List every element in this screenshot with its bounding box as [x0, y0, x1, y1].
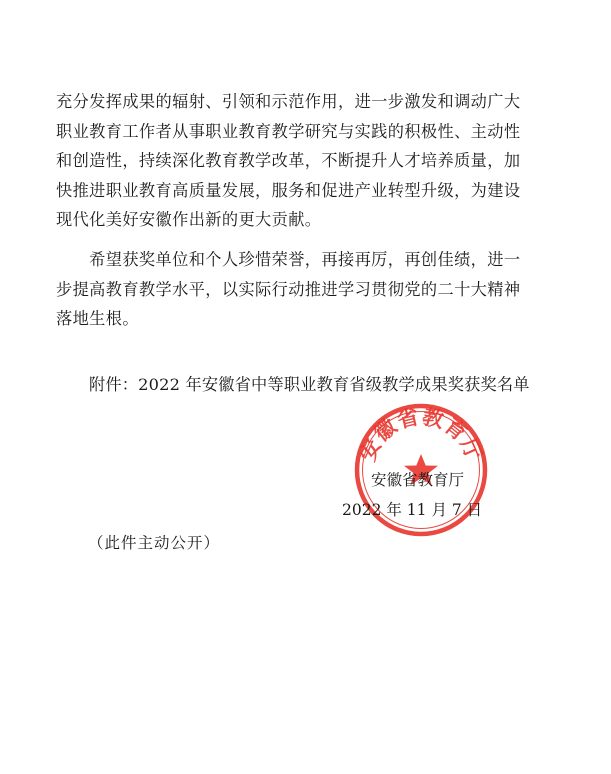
signature-date: 2022 年 11 月 7 日 [342, 501, 483, 519]
paragraph-line: 步提高教育教学水平，以实际行动推进学习贯彻党的二十大精神 [56, 279, 521, 299]
seal-text: 安徽省教育厅 [355, 404, 487, 465]
signature-organization: 安徽省教育厅 [371, 471, 465, 489]
body-paragraph-1 [56, 87, 556, 235]
paragraph-line: 希望获奖单位和个人珍惜荣誉，再接再厉，再创佳绩，进一 [56, 250, 521, 269]
paragraph-line: 和创造性，持续深化教育教学改革，不断提升人才培养质量，加 [56, 151, 521, 170]
paragraph-line: 现代化美好安徽作出新的更大贡献。 [56, 210, 322, 229]
paragraph-line: 快推进职业教育高质量发展，服务和促进产业转型升级，为建设 [56, 180, 521, 200]
paragraph-line: 落地生根。 [56, 309, 139, 328]
attachment-note: 附件：2022 年安徽省中等职业教育省级教学成果奖获奖名单 [89, 375, 530, 394]
disclosure-note: （此件主动公开） [88, 534, 221, 552]
paragraph-line: 职业教育工作者从事职业教育教学研究与实践的积极性、主动性 [56, 121, 521, 141]
body-paragraph-2 [56, 245, 556, 334]
paragraph-line: 充分发挥成果的辐射、引领和示范作用，进一步激发和调动广大 [56, 92, 521, 111]
